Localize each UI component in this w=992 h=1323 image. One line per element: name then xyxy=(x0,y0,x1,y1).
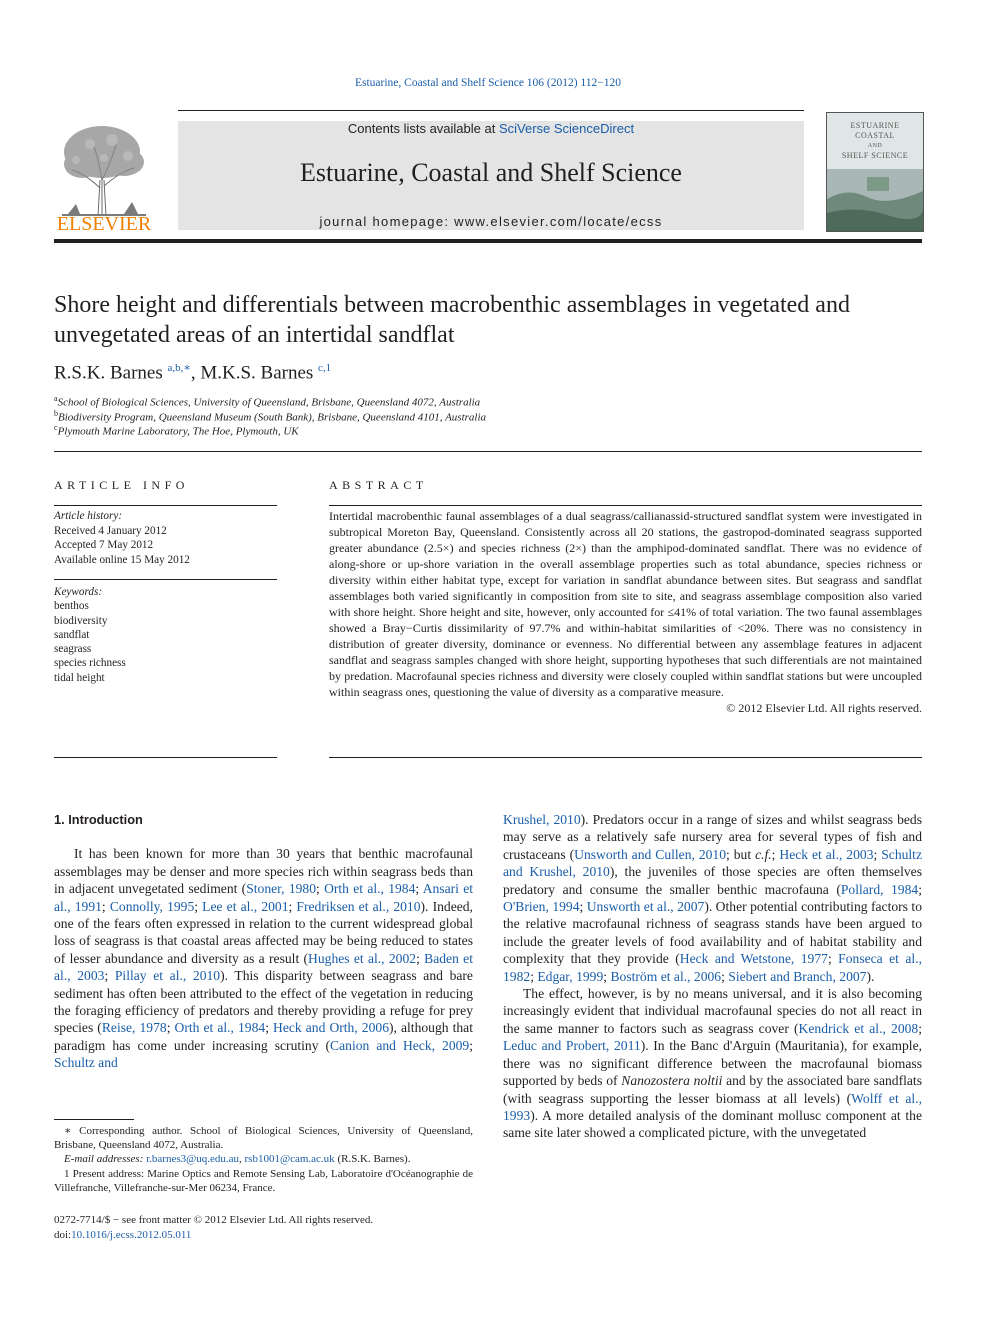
article-history xyxy=(54,509,190,567)
paragraph-text: ). Indeed, one of the fears often expressed in relation to the current widespread global loss of seagrass is that coastal areas affected may be being reduced to states of lesser abundance and diversity as a result ( xyxy=(54,898,473,966)
elsevier-tree-icon xyxy=(54,118,154,234)
paragraph-text: ; xyxy=(469,1037,473,1053)
header-top-rule xyxy=(178,110,804,111)
citation-link[interactable]: Edgar, 1999 xyxy=(537,968,604,984)
cover-title-line: SHELF SCIENCE xyxy=(841,151,909,160)
paragraph-text: ; xyxy=(603,968,611,984)
paragraph-text: ; xyxy=(101,898,110,914)
italic-text: Nanozostera noltii xyxy=(621,1073,723,1089)
email-link[interactable]: r.barnes3@uq.edu.au xyxy=(146,1153,240,1166)
keyword: seagrass xyxy=(54,643,92,656)
abstract-copyright: © 2012 Elsevier Ltd. All rights reserved. xyxy=(726,701,922,715)
citation-link[interactable]: Heck and Orth, 2006 xyxy=(273,1020,389,1036)
affiliation-mark: c xyxy=(54,423,58,432)
paragraph-text: ; xyxy=(194,898,203,914)
body-paragraph xyxy=(503,811,922,985)
email-link[interactable]: rsb1001@cam.ac.uk xyxy=(244,1153,335,1166)
citation-link[interactable]: Siebert and Branch, 2007 xyxy=(728,968,867,984)
paragraph-text: ), although that paradigm has come under increasing scrutiny ( xyxy=(54,1020,473,1053)
affiliation xyxy=(54,394,480,409)
paragraph-text: ; xyxy=(721,968,729,984)
journal-homepage[interactable]: journal homepage: www.elsevier.com/locate/ecss xyxy=(319,214,663,229)
citation-link[interactable]: Leduc and Probert, 2011 xyxy=(503,1038,641,1054)
body-paragraph xyxy=(503,985,922,1142)
history-received: Received 4 January 2012 xyxy=(54,524,167,537)
paragraph-text: It has been known for more than 30 years that benthic macrofaunal assemblages may be denser and more species rich within seagrass beds than in adjacent unvegetated sediment ( xyxy=(54,846,473,897)
keyword: species richness xyxy=(54,657,126,670)
keyword: benthos xyxy=(54,600,89,613)
body-column-right xyxy=(503,811,922,1142)
paragraph-text: ; but xyxy=(726,846,756,862)
author-affiliation-marks[interactable]: a,b,∗ xyxy=(167,362,191,374)
paragraph-text: ; xyxy=(265,1020,274,1036)
citation-link[interactable]: Heck et al., 2003 xyxy=(779,846,874,862)
cover-title-line: AND xyxy=(867,143,883,149)
paragraph-text: ; xyxy=(416,950,425,966)
citation-link[interactable]: Pollard, 1984 xyxy=(840,881,919,897)
body-column-left xyxy=(54,811,473,1072)
keywords xyxy=(54,585,126,685)
journal-banner xyxy=(178,121,804,230)
history-online: Available online 15 May 2012 xyxy=(54,553,190,566)
paragraph-text: ). In the Banc d'Arguin (Mauritania), for example, there was no significant difference between the macrofaunal biomass supported by beds of xyxy=(503,1038,922,1089)
citation-link[interactable]: Orth et al., 1984 xyxy=(324,881,416,897)
affiliation-text: School of Biological Sciences, University of Queensland, Brisbane, Queensland 4072, Australia xyxy=(57,396,481,409)
abstract-rule xyxy=(329,757,922,758)
issn-line: 0272-7714/$ − see front matter © 2012 Elsevier Ltd. All rights reserved. xyxy=(54,1214,374,1226)
paragraph-text: ). A more detailed analysis of the dominant mollusc component at the same site later showed a complicated picture, with the unvegetated xyxy=(503,1107,922,1141)
affiliation-mark: b xyxy=(54,409,58,418)
paragraph-text: ; xyxy=(316,881,325,897)
paragraph-text: ). This disparity between seagrass and bare sediment has often been attributed to the effect of the vegetation in reducing the foraging efficiency of predators and thereby providing a refuge for prey species ( xyxy=(54,968,473,1036)
email-note xyxy=(54,1152,473,1166)
affiliation-text: Plymouth Marine Laboratory, The Hoe, Plymouth, UK xyxy=(57,425,299,438)
paragraph-text: ; xyxy=(288,898,297,914)
paragraph-text: ). Predators occur in a range of sizes and whilst seagrass beds may serve as a relatively safe nursery area for several types of fish and crustaceans ( xyxy=(503,812,922,862)
citation-link[interactable]: Schultz and xyxy=(54,1055,118,1071)
citation-link[interactable]: Wolff et al., 1993 xyxy=(503,1090,922,1123)
keywords-label: Keywords: xyxy=(54,586,103,598)
cover-title xyxy=(827,121,923,161)
author-list xyxy=(54,361,331,384)
issn-block xyxy=(54,1213,373,1242)
paragraph-text: ; xyxy=(166,1020,175,1036)
paragraph-text: ), the juveniles of those species are often themselves predatory and consume the smaller benthic macrofauna ( xyxy=(503,864,922,897)
abstract-heading: ABSTRACT xyxy=(329,478,428,492)
citation-link[interactable]: Fredriksen et al., 2010 xyxy=(296,898,421,914)
citation-link[interactable]: Stoner, 1980 xyxy=(246,881,317,897)
cover-title-line: COASTAL xyxy=(855,131,895,140)
citation-link[interactable]: Connolly, 1995 xyxy=(109,898,195,914)
cover-landscape-icon xyxy=(827,169,923,231)
keyword: tidal height xyxy=(54,671,105,684)
citation-link[interactable]: Pillay et al., 2010 xyxy=(114,968,221,984)
author-affiliation-marks[interactable]: c,1 xyxy=(318,362,332,374)
article-title: Shore height and differentials between macrobenthic assemblages in vegetated and unvegetated areas of an intertidal sandflat xyxy=(54,292,850,348)
citation-link[interactable]: Lee et al., 2001 xyxy=(202,898,289,914)
paragraph-text: ; xyxy=(873,846,882,862)
citation-link[interactable]: Unsworth and Cullen, 2010 xyxy=(574,846,727,862)
affiliation xyxy=(54,423,299,438)
abstract xyxy=(329,508,922,716)
paragraph-text: ; xyxy=(918,1020,922,1036)
keyword: sandflat xyxy=(54,628,90,641)
italic-text: c.f. xyxy=(755,846,772,862)
citation-link[interactable]: Heck and Wetstone, 1977 xyxy=(679,951,828,967)
citation-link[interactable]: Hughes et al., 2002 xyxy=(308,950,417,966)
affiliation-mark: a xyxy=(54,394,58,403)
paragraph-text: and by the associated bare sandflats (with seagrass supporting the lesser biomass at all levels) ( xyxy=(503,1073,922,1106)
journal-citation[interactable]: Estuarine, Coastal and Shelf Science 106 (2012) 112−120 xyxy=(354,77,622,89)
journal-cover-thumbnail[interactable] xyxy=(826,112,924,232)
citation-link[interactable]: Krushel, 2010 xyxy=(503,812,581,827)
sciencedirect-link[interactable]: SciVerse ScienceDirect xyxy=(498,121,635,136)
doi-link[interactable]: 10.1016/j.ecss.2012.05.011 xyxy=(71,1228,192,1241)
abstract-rule xyxy=(329,505,922,506)
paragraph-text: ; xyxy=(530,968,538,984)
author-name[interactable]: M.K.S. Barnes xyxy=(200,362,314,384)
contents-line xyxy=(178,121,804,136)
paragraph-text: The effect, however, is by no means universal, and it is also becoming increasingly evident that individual macrofaunal species do not all react in the same manner to factors such as seagrass cover ( xyxy=(503,986,922,1036)
cover-title-line: ESTUARINE xyxy=(850,121,900,130)
citation-link[interactable]: Schultz and Krushel, 2010 xyxy=(503,846,922,880)
citation-link[interactable]: Baden et al., 2003 xyxy=(54,950,473,984)
body-paragraph xyxy=(54,845,473,1071)
paragraph-text: ; xyxy=(579,899,587,915)
footnote-rule xyxy=(54,1119,134,1120)
paragraph-text: ; xyxy=(827,951,839,967)
history-accepted: Accepted 7 May 2012 xyxy=(54,539,154,552)
citation-link[interactable]: Canion and Heck, 2009 xyxy=(330,1037,470,1053)
citation-link[interactable]: Unsworth et al., 2007 xyxy=(586,899,705,915)
section-heading: 1. Introduction xyxy=(54,812,143,827)
section-divider xyxy=(54,451,922,452)
present-address-note: 1 Present address: Marine Optics and Remote Sensing Lab, Laboratoire d'Océanographie de Villefranche, Villefranche-sur-Mer 06234, France. xyxy=(54,1167,473,1194)
doi-line xyxy=(54,1228,373,1243)
citation-link[interactable]: Boström et al., 2006 xyxy=(610,968,722,984)
email-label: E-mail addresses: xyxy=(64,1153,147,1166)
paragraph-text: ). xyxy=(866,968,875,984)
article-info-rule xyxy=(54,757,277,758)
header-bottom-rule xyxy=(54,239,922,243)
article-info-heading: ARTICLE INFO xyxy=(54,478,189,492)
paragraph-text: ; xyxy=(415,881,423,897)
contents-prefix: Contents lists available at xyxy=(347,121,499,136)
keyword: biodiversity xyxy=(54,614,108,627)
affiliation xyxy=(54,409,486,424)
affiliation-text: Biodiversity Program, Queensland Museum (South Bank), Brisbane, Queensland 4101, Australia xyxy=(58,411,487,424)
paragraph-text: ; xyxy=(918,881,922,897)
doi-label: doi: xyxy=(54,1228,72,1241)
citation-link[interactable]: Fonseca et al., 1982 xyxy=(503,951,923,984)
paragraph-text: ; xyxy=(104,968,115,984)
email-separator: , xyxy=(239,1153,245,1166)
citation-link[interactable]: O'Brien, 1994 xyxy=(503,899,580,915)
author-name[interactable]: R.S.K. Barnes xyxy=(54,362,163,384)
citation-link[interactable]: Orth et al., 1984 xyxy=(174,1020,266,1036)
email-suffix: (R.S.K. Barnes). xyxy=(334,1153,411,1166)
paragraph-text: ; xyxy=(771,846,780,862)
corresponding-author-note: ∗ Corresponding author. School of Biological Sciences, University of Queensland, Brisbane, Queensland 4072, Australia. xyxy=(54,1125,473,1152)
author-separator: , xyxy=(190,362,201,384)
article-info-rule xyxy=(54,579,277,580)
citation-link[interactable]: Kendrick et al., 2008 xyxy=(798,1020,919,1036)
elsevier-logo[interactable] xyxy=(54,118,154,234)
paragraph-text: ). Other potential contributing factors to the relative macrofaunal richness of seagrass stands have been argued to include the greater levels of food availability and of habitat stability and complexity that they provide ( xyxy=(503,899,922,967)
abstract-text: Intertidal macrobenthic faunal assemblages of a dual seagrass/callianassid-structured sandflat system were investigated in subtropical Moreton Bay, Queensland. Consistently across all 20 stations, the gastropod-dominated seagrass supported greater abundance (2.5×) and species richness (2×) than the amphipod-dominated sandflat. There was no evidence of along-shore or up-shore variation in the overall assemblage properties such as total abundance, species richness or diversity within either habitat type, except for variation in sandflat abundance between sites. But seagrass and sandflat assemblages both varied significantly in composition from site to site, and seagrass assemblage composition also varied with shore height. Shore height and site, however, only accounted for ≤41% of total variation. The two faunal assemblages showed a Bray−Curtis dissimilarity of 97.7% and within-habitat similarities of <20%. There was no consistency in distribution of greater diversity, dominance or evenness. No differential between any assemblage features in adjacent sandflat and seagrass samples changed with shore height, supporting hypotheses that such differentials are not maintained by predation. Macrofaunal species richness and diversity were closely coupled within sandflat stations but were uncoupled within seagrass ones, questioning the value of diversity as a comparative measure. xyxy=(329,509,922,699)
elsevier-wordmark: ELSEVIER xyxy=(56,213,152,234)
history-label: Article history: xyxy=(54,510,123,522)
article-info-rule xyxy=(54,505,277,506)
journal-title: Estuarine, Coastal and Shelf Science xyxy=(300,158,682,187)
citation-link[interactable]: Ansari et al., 1991 xyxy=(54,881,474,914)
citation-link[interactable]: Reise, 1978 xyxy=(101,1020,167,1036)
footnotes xyxy=(54,1124,473,1195)
